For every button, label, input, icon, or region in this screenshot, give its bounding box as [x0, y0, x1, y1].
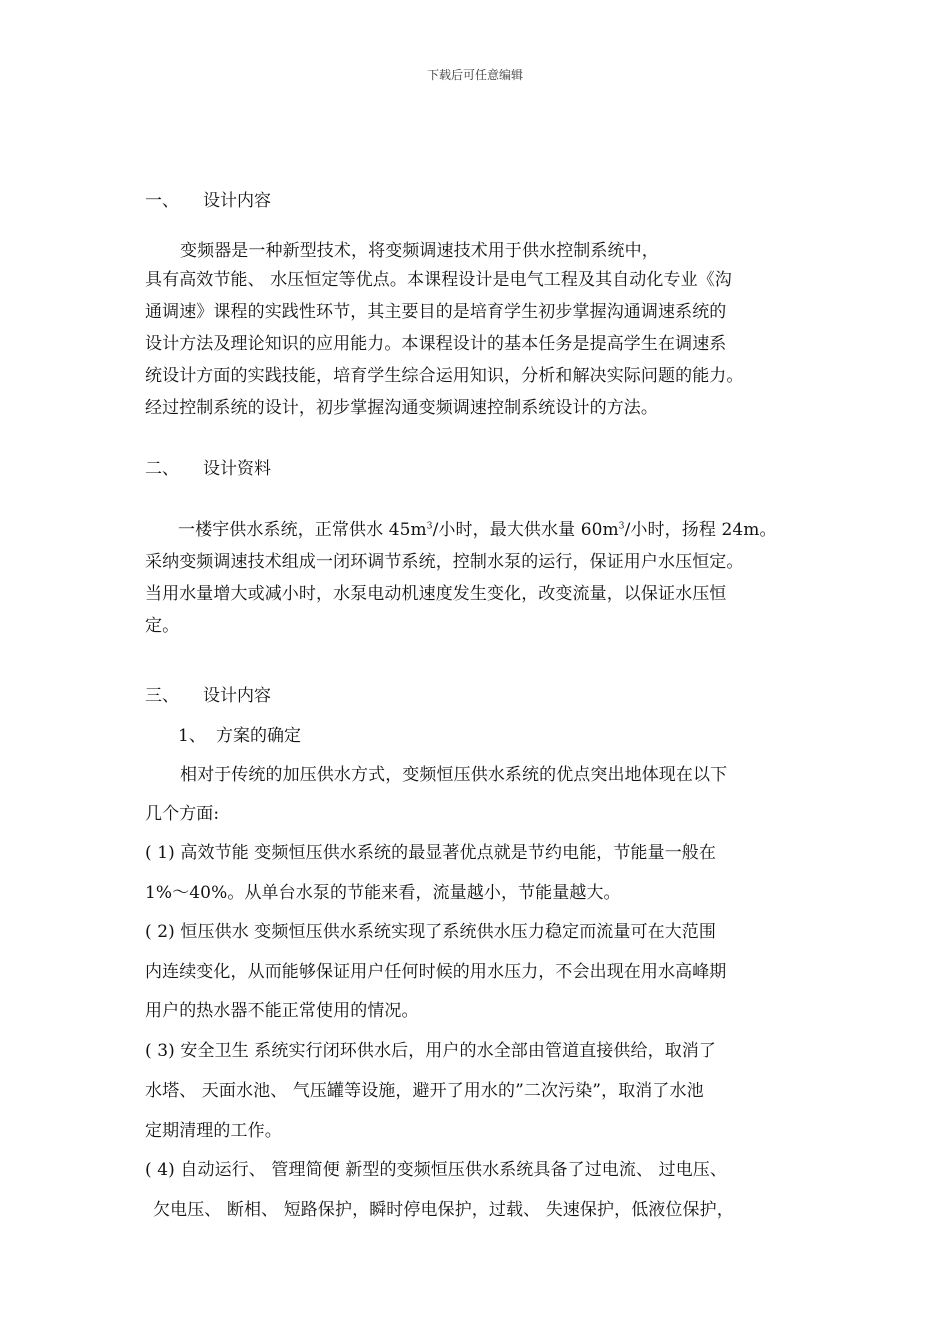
section-3-line: ( 3) 安全卫生 系统实行闭环供水后，用户的水全部由管道直接供给，取消了 — [145, 1041, 716, 1061]
section-2-heading — [145, 454, 271, 479]
section-2-line: 当用水量增大或减小时，水泵电动机速度发生变化，改变流量，以保证水压恒 — [145, 584, 727, 604]
section-1-line: 设计方法及理论知识的应用能力。本课程设计的基本任务是提高学生在调速系 — [145, 334, 727, 354]
subsection-1-heading — [178, 721, 301, 746]
section-1-line: 变频器是一种新型技术，将变频调速技术用于供水控制系统中， — [180, 241, 659, 261]
section-3-line: ( 1) 高效节能 变频恒压供水系统的最显著优点就是节约电能，节能量一般在 — [145, 843, 716, 863]
section-3-line: 定期清理的工作。 — [145, 1121, 282, 1141]
section-1-line: 通调速》课程的实践性环节，其主要目的是培育学生初步掌握沟通调速系统的 — [145, 302, 727, 322]
page-header-note: 下载后可任意编辑 — [426, 68, 523, 82]
section-3-line: 水塔、 天面水池、 气压罐等设施，避开了用水的”二次污染”，取消了水池 — [145, 1081, 704, 1101]
section-1-line: 统设计方面的实践技能，培育学生综合运用知识，分析和解决实际问题的能力。 — [145, 366, 744, 386]
text-fragment: /小时，扬程 24m。 — [624, 520, 777, 540]
section-3-title: 设计内容 — [203, 686, 271, 706]
section-3-heading — [145, 681, 271, 706]
section-1-heading — [145, 186, 271, 211]
subsection-1-number: 1、 — [178, 726, 206, 746]
section-2-line: 定。 — [145, 616, 180, 636]
section-2-number: 二、 — [145, 459, 179, 479]
subsection-1-title: 方案的确定 — [216, 726, 301, 746]
section-2-line — [178, 515, 777, 540]
superscript: 3 — [426, 521, 433, 532]
section-3-line: ( 4) 自动运行、 管理简便 新型的变频恒压供水系统具备了过电流、 过电压、 — [145, 1160, 727, 1180]
section-3-number: 三、 — [145, 686, 179, 706]
section-3-line: 相对于传统的加压供水方式，变频恒压供水系统的优点突出地体现在以下 — [180, 765, 728, 785]
section-3-line: 1%～40%。从单台水泵的节能来看，流量越小，节能量越大。 — [145, 883, 621, 903]
section-3-line: 内连续变化，从而能够保证用户任何时候的用水压力，不会出现在用水高峰期 — [145, 962, 727, 982]
section-1-line: 经过控制系统的设计，初步掌握沟通变频调速控制系统设计的方法。 — [145, 398, 658, 418]
text-fragment: /小时，最大供水量 60m — [432, 520, 619, 540]
section-2-title: 设计资料 — [203, 459, 271, 479]
section-2-line: 采纳变频调速技术组成一闭环调节系统，控制水泵的运行，保证用户水压恒定。 — [145, 552, 744, 572]
section-3-line: 欠电压、 断相、 短路保护，瞬时停电保护，过载、 失速保护，低液位保护， — [153, 1200, 734, 1220]
section-1-number: 一、 — [145, 191, 179, 211]
superscript: 3 — [618, 521, 625, 532]
section-3-line: ( 2) 恒压供水 变频恒压供水系统实现了系统供水压力稳定而流量可在大范围 — [145, 922, 716, 942]
section-3-line: 用户的热水器不能正常使用的情况。 — [145, 1001, 419, 1021]
section-1-line: 具有高效节能、 水压恒定等优点。本课程设计是电气工程及其自动化专业《沟 — [145, 270, 732, 290]
section-3-line: 几个方面: — [145, 804, 220, 824]
text-fragment: 一楼宇供水系统，正常供水 45m — [178, 520, 427, 540]
section-1-title: 设计内容 — [203, 191, 271, 211]
